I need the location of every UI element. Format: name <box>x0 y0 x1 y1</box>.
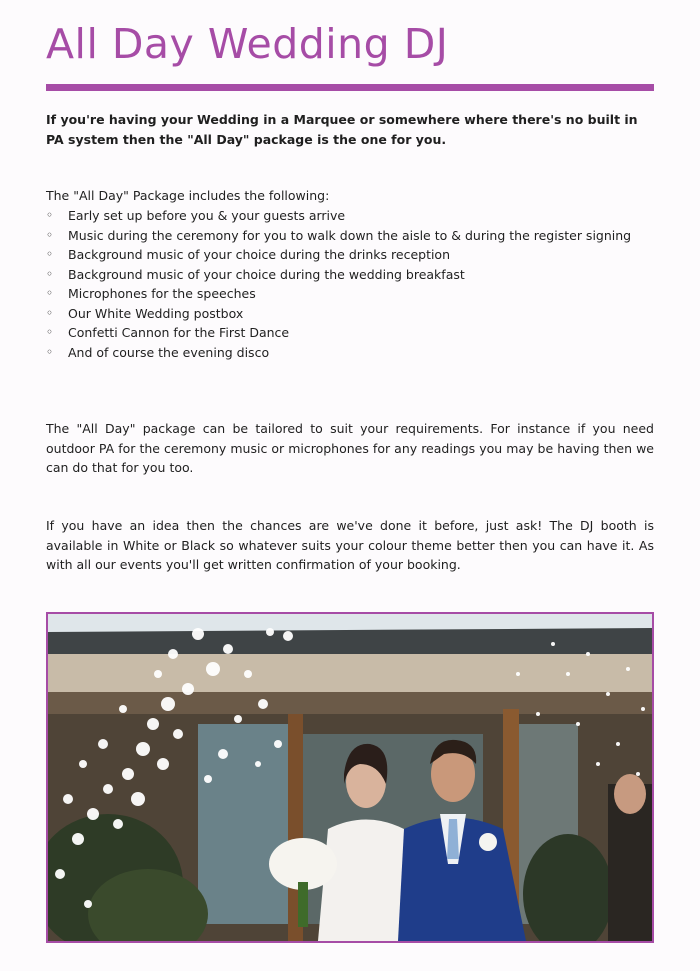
list-item <box>46 206 654 226</box>
tailored-paragraph: The "All Day" package can be tailored to suit your requirements. For instance if you need outdoor PA for the ceremony music or microphones for any readings you may be having then we can do that for you too. <box>46 421 654 475</box>
list-item-text: Music during the ceremony for you to walk down the aisle to & during the register signing <box>68 227 632 243</box>
intro-text: If you're having your Wedding in a Marquee or somewhere where there's no built in PA system then the "All Day" package is the one for you. <box>46 112 638 147</box>
list-item-text: Confetti Cannon for the First Dance <box>68 325 290 340</box>
includes-heading: The "All Day" Package includes the following: <box>46 188 330 203</box>
circle-bullet-icon: ◦ <box>46 227 54 242</box>
wedding-photo <box>46 612 654 943</box>
page-title: All Day Wedding DJ <box>46 20 449 68</box>
circle-bullet-icon: ◦ <box>46 286 54 300</box>
circle-bullet-icon: ◦ <box>46 325 54 339</box>
list-item-text: Early set up before you & your guests arrive <box>68 208 346 223</box>
list-item <box>46 226 654 246</box>
list-item-text: And of course the evening disco <box>68 344 270 360</box>
list-item <box>46 284 654 304</box>
list-item <box>46 304 654 324</box>
list-item <box>46 245 654 265</box>
circle-bullet-icon: ◦ <box>46 208 54 222</box>
wedding-couple-confetti-image <box>48 614 652 941</box>
circle-bullet-icon: ◦ <box>46 247 54 261</box>
includes-list <box>46 206 654 362</box>
circle-bullet-icon: ◦ <box>46 266 54 281</box>
title-divider <box>46 84 654 91</box>
list-item-text: Microphones for the speeches <box>68 286 256 301</box>
list-item-text: Our White Wedding postbox <box>68 305 244 321</box>
list-item <box>46 323 654 343</box>
idea-paragraph: If you have an idea then the chances are we've done it before, just ask! The DJ booth is available in White or Black so whatever suits your colour theme better then you can have it. As with all our events you'll get written confirmation of your booking. <box>46 518 654 572</box>
list-item <box>46 343 654 363</box>
list-item-text: Background music of your choice during the drinks reception <box>68 247 451 262</box>
circle-bullet-icon: ◦ <box>46 305 54 320</box>
list-item <box>46 265 654 285</box>
circle-bullet-icon: ◦ <box>46 344 54 359</box>
list-item-text: Background music of your choice during the wedding breakfast <box>68 266 465 282</box>
